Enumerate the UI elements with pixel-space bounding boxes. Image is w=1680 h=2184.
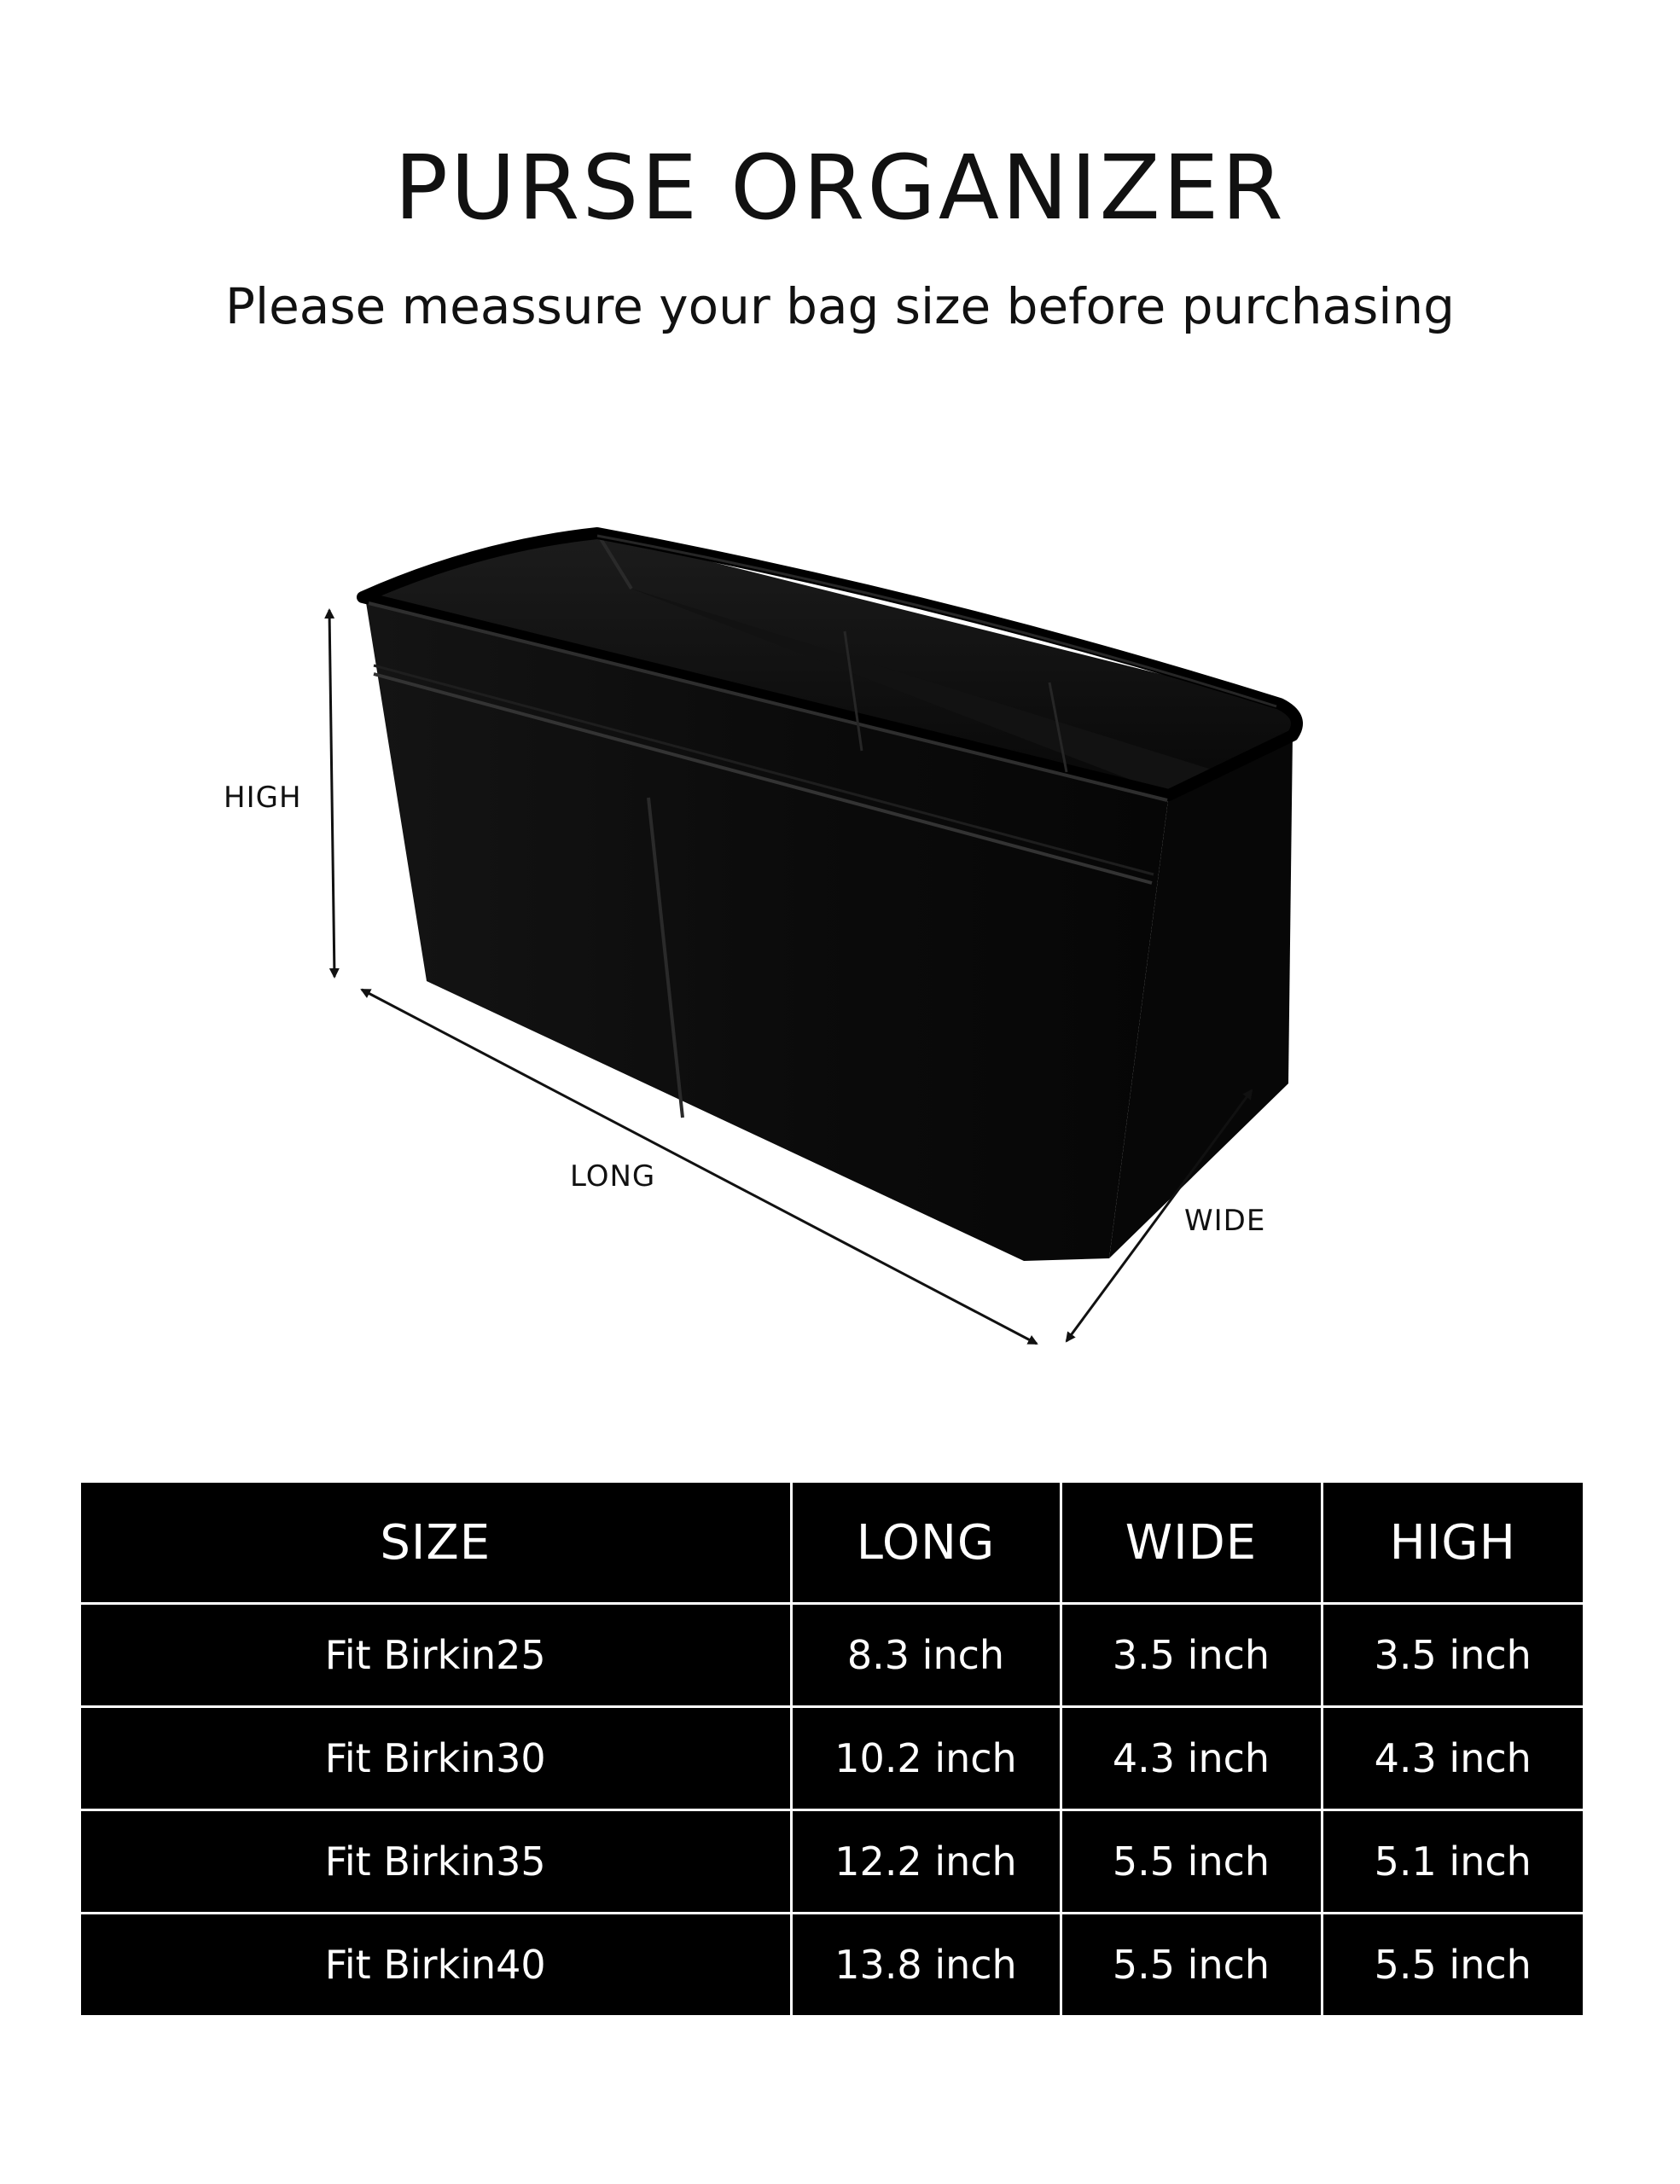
- long-cell: 8.3 inch: [791, 1604, 1061, 1707]
- wide-cell: 4.3 inch: [1061, 1707, 1322, 1810]
- purse-organizer-illustration: [0, 478, 1680, 1382]
- wide-cell: 5.5 inch: [1061, 1914, 1322, 2016]
- header-size: SIZE: [81, 1483, 791, 1604]
- table-row: [81, 1810, 1583, 1914]
- header-long: LONG: [791, 1483, 1061, 1604]
- long-cell: 13.8 inch: [791, 1914, 1061, 2016]
- organizer-body: [363, 533, 1297, 1261]
- header-high: HIGH: [1322, 1483, 1583, 1604]
- table-row: [81, 1604, 1583, 1707]
- high-dimension-label: HIGH: [224, 781, 302, 815]
- high-cell: 3.5 inch: [1322, 1604, 1583, 1707]
- size-cell: Fit Birkin25: [81, 1604, 791, 1707]
- high-cell: 5.5 inch: [1322, 1914, 1583, 2016]
- wide-cell: 5.5 inch: [1061, 1810, 1322, 1914]
- wide-dimension-label: WIDE: [1184, 1204, 1266, 1238]
- high-cell: 5.1 inch: [1322, 1810, 1583, 1914]
- long-cell: 12.2 inch: [791, 1810, 1061, 1914]
- size-cell: Fit Birkin40: [81, 1914, 791, 2016]
- page-title: PURSE ORGANIZER: [394, 136, 1286, 240]
- long-cell: 10.2 inch: [791, 1707, 1061, 1810]
- size-cell: Fit Birkin35: [81, 1810, 791, 1914]
- table-header-row: [81, 1483, 1583, 1604]
- size-chart-table: [81, 1483, 1583, 2015]
- high-dimension-arrow: [329, 610, 334, 977]
- header-wide: WIDE: [1061, 1483, 1322, 1604]
- table-row: [81, 1707, 1583, 1810]
- size-cell: Fit Birkin30: [81, 1707, 791, 1810]
- high-cell: 4.3 inch: [1322, 1707, 1583, 1810]
- table-row: [81, 1914, 1583, 2016]
- long-dimension-label: LONG: [570, 1159, 656, 1194]
- wide-cell: 3.5 inch: [1061, 1604, 1322, 1707]
- page-subtitle: Please meassure your bag size before purchasing: [225, 277, 1455, 335]
